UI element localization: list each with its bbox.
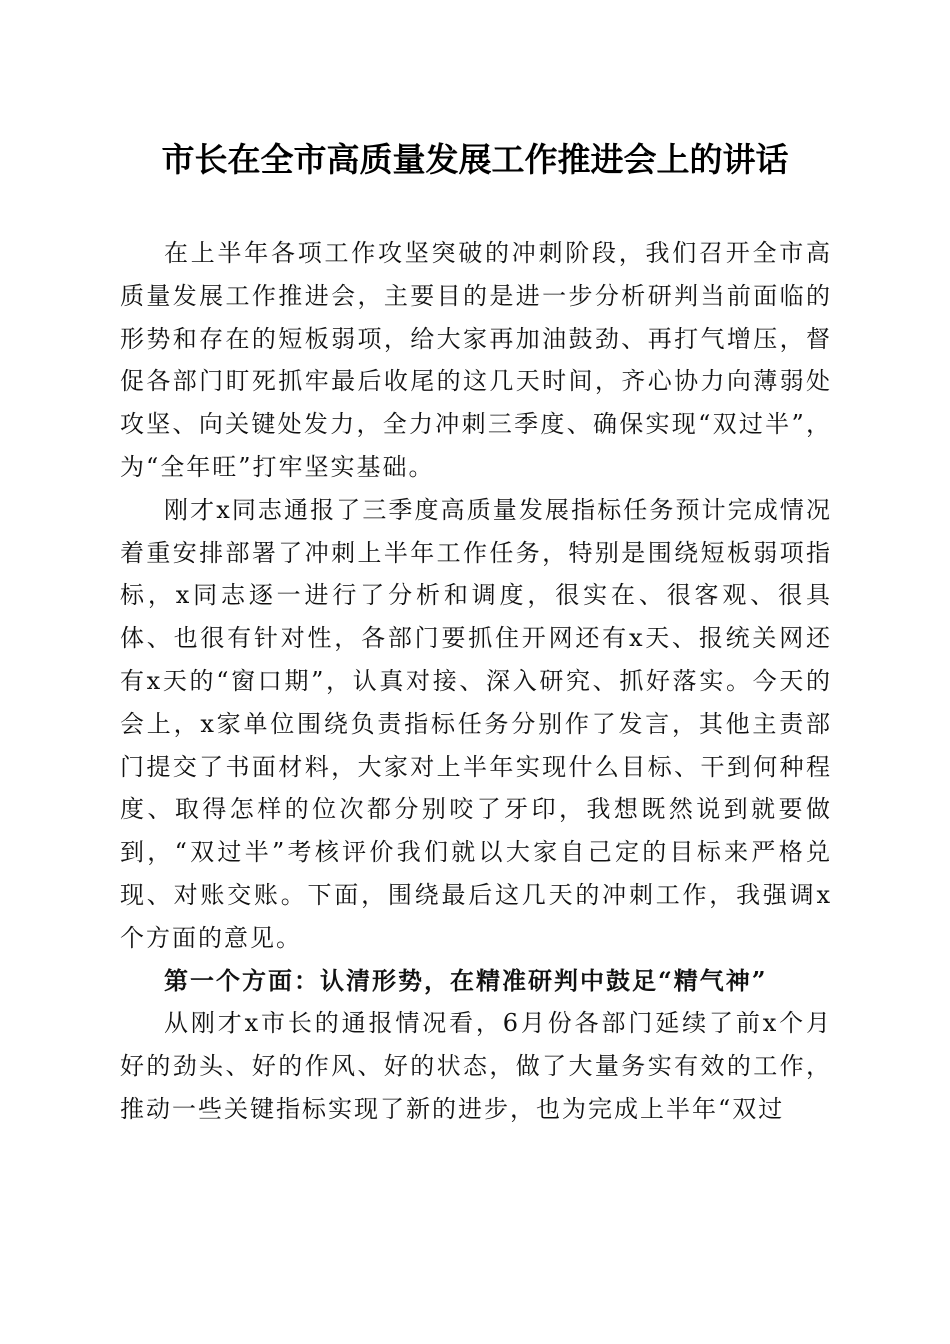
paragraph-2: 刚才x同志通报了三季度高质量发展指标任务预计完成情况着重安排部署了冲刺上半年工作任务，特别是围绕短板弱项指标，x同志逐一进行了分析和调度，很实在、很客观、很具体、也很有针对性，各部门要抓住开网还有x天、报统关网还有x天的“窗口期”，认真对接、深入研究、抓好落实。今天的会上，x家单位围绕负责指标任务分别作了发言，其他主责部门提交了书面材料，大家对上半年实现什么目标、干到何种程度、取得怎样的位次都分别咬了牙印，我想既然说到就要做到，“双过半”考核评价我们就以大家自己定的目标来严格兑现、对账交账。下面，围绕最后这几天的冲刺工作，我强调x个方面的意见。 xyxy=(120,495,832,952)
paragraph-1: 在上半年各项工作攻坚突破的冲刺阶段，我们召开全市高质量发展工作推进会，主要目的是进一步分析研判当前面临的形势和存在的短板弱项，给大家再加油鼓劲、再打气增压，督促各部门盯死抓牢最后收尾的这几天时间，齐心协力向薄弱处攻坚、向关键处发力，全力冲刺三季度、确保实现“双过半”，为“全年旺”打牢坚实基础。 xyxy=(120,239,832,481)
section-heading: 第一个方面：认清形势，在精准研判中鼓足“精气神” xyxy=(164,965,768,995)
document-body xyxy=(120,232,832,1131)
document-title: 市长在全市高质量发展工作推进会上的讲话 xyxy=(161,140,789,179)
paragraph-3: 从刚才x市长的通报情况看，6月份各部门延续了前x个月好的劲头、好的作风、好的状态，做了大量务实有效的工作，推动一些关键指标实现了新的进步，也为完成上半年“双过 xyxy=(120,1009,832,1123)
